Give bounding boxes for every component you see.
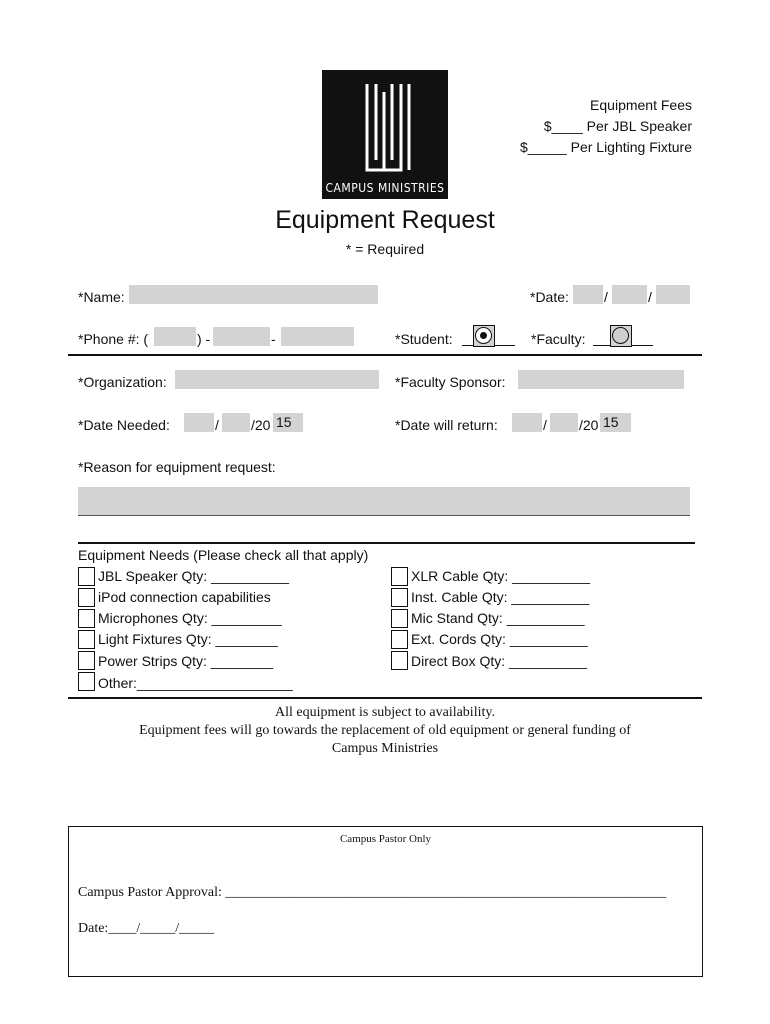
phone-prefix-input[interactable] [213,327,270,346]
checkbox-inst-cable[interactable] [391,588,408,607]
return-month-input[interactable] [512,413,542,432]
equipment-heading: Equipment Needs (Please check all that apply) [78,547,369,563]
reason-label: *Reason for equipment request: [78,459,276,475]
date-label: *Date: [530,289,569,305]
checkbox-jbl-speaker[interactable] [78,567,95,586]
phone-close: ) - [197,331,211,347]
divider [68,354,702,356]
list-item: Power Strips Qty: ________ [98,653,274,669]
organization-input[interactable] [175,370,379,389]
fees-title: Equipment Fees [590,97,692,113]
page-title: Equipment Request [275,206,495,234]
divider [68,697,702,699]
needed-month-input[interactable] [184,413,214,432]
date-month-input[interactable] [573,285,603,304]
fee-jbl: $____ Per JBL Speaker [543,118,692,134]
radio-selected-icon [480,332,487,339]
checkbox-mic-stand[interactable] [391,609,408,628]
list-item: Light Fixtures Qty: ________ [98,631,278,647]
faculty-radio[interactable] [610,325,632,347]
date-needed-label: *Date Needed: [78,417,170,433]
date-separator: / [648,289,652,305]
notice-line: All equipment is subject to availability. [275,705,495,720]
list-item: Microphones Qty: _________ [98,610,282,626]
pastor-heading: Campus Pastor Only [339,833,432,845]
year-prefix: /20 [579,417,599,433]
student-label: *Student: [395,331,453,347]
return-year-input[interactable]: 15 [600,413,631,432]
checkbox-direct-box[interactable] [391,651,408,670]
campus-pastor-section [68,826,703,977]
list-item: Ext. Cords Qty: __________ [411,631,588,647]
date-separator: / [543,417,547,433]
sponsor-label: *Faculty Sponsor: [395,374,506,390]
list-item: JBL Speaker Qty: __________ [98,568,289,584]
date-day-input[interactable] [612,285,647,304]
checkbox-microphones[interactable] [78,609,95,628]
name-label: *Name: [78,289,125,305]
needed-day-input[interactable] [222,413,250,432]
phone-dash: - [271,331,276,347]
notice-line: Campus Ministries [331,741,439,756]
needed-year-input[interactable]: 15 [273,413,303,432]
notice-line: Equipment fees will go towards the replacement of old equipment or general funding of [139,723,631,738]
divider [78,542,695,544]
logo-text: CAMPUS MINISTRIES [325,181,445,195]
date-return-label: *Date will return: [395,417,498,433]
required-note: * = Required [345,241,425,257]
campus-ministries-logo [322,70,448,199]
checkbox-xlr-cable[interactable] [391,567,408,586]
list-item: Other:____________________ [98,675,293,691]
equipment-fees [520,95,692,158]
list-item: Mic Stand Qty: __________ [411,610,585,626]
checkbox-light-fixtures[interactable] [78,630,95,649]
list-item: Direct Box Qty: __________ [411,653,587,669]
logo-mark-icon [322,70,448,199]
pastor-approval-field[interactable]: Campus Pastor Approval: _______________________________________________________________ [78,885,667,900]
checkbox-ext-cords[interactable] [391,630,408,649]
date-separator: / [215,417,219,433]
list-item: XLR Cable Qty: __________ [411,568,591,584]
checkbox-other[interactable] [78,672,95,691]
pastor-date-field[interactable]: Date:____/_____/_____ [78,921,215,936]
name-input[interactable] [129,285,378,304]
faculty-label: *Faculty: [531,331,586,347]
phone-line-input[interactable] [281,327,354,346]
phone-area-input[interactable] [154,327,196,346]
checkbox-ipod[interactable] [78,588,95,607]
student-radio[interactable] [473,325,495,347]
list-item: Inst. Cable Qty: __________ [411,589,590,605]
list-item: iPod connection capabilities [98,589,271,605]
return-day-input[interactable] [550,413,578,432]
date-separator: / [604,289,608,305]
year-prefix: /20 [251,417,271,433]
organization-label: *Organization: [78,374,167,390]
date-year-input[interactable] [656,285,690,304]
faculty-sponsor-input[interactable] [518,370,684,389]
fee-lighting: $_____ Per Lighting Fixture [520,139,692,155]
checkbox-power-strips[interactable] [78,651,95,670]
reason-input[interactable] [78,487,690,516]
phone-label: *Phone #: ( [78,331,149,347]
